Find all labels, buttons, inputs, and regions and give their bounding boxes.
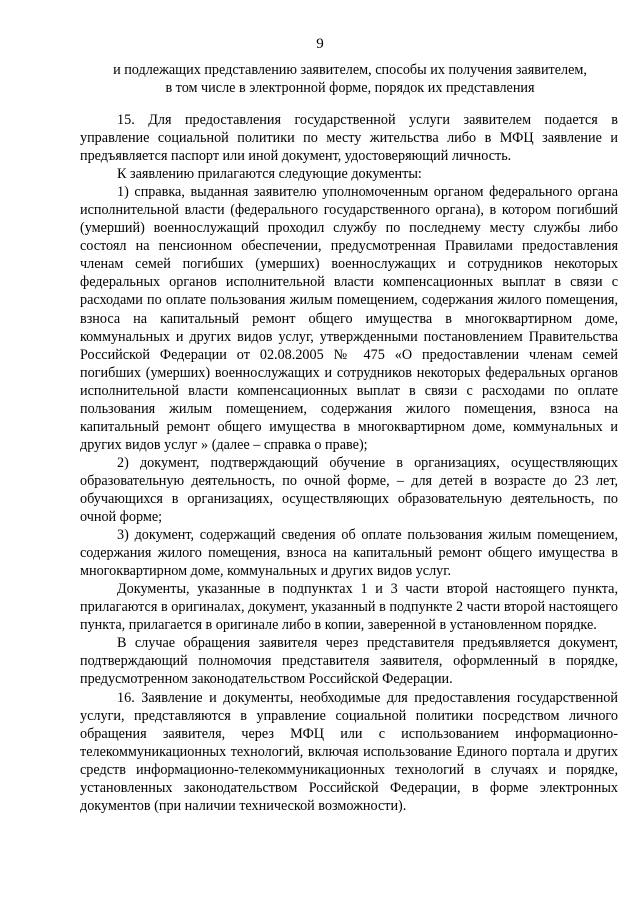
paragraph-subitem-3: 3) документ, содержащий сведения об оплате пользования жилым помещением, содержания жилого помещения, взноса на капитальный ремонт общего имущества в многоквартирном доме, коммунальных и других видов услуг. bbox=[80, 527, 618, 580]
paragraph-subitem-2: 2) документ, подтверждающий обучение в организациях, осуществляющих образовательную деятельность, по очной форме, – для детей в возрасте до 23 лет, обучающихся в организациях, осуществляющих образовательную деятельность, по очной форме; bbox=[80, 454, 618, 526]
paragraph-representative: В случае обращения заявителя через представителя предъявляется документ, подтверждающий полномочия представителя заявителя, оформленный в порядке, предусмотренном законодательством Российской Федерации. bbox=[80, 635, 618, 688]
heading-line: и подлежащих представлению заявителем, способы их получения заявителем, bbox=[113, 62, 587, 78]
paragraph-attachments-intro: К заявлению прилагаются следующие документы: bbox=[117, 166, 422, 183]
page-number: 9 bbox=[316, 36, 324, 52]
paragraph-subitem-1: 1) справка, выданная заявителю уполномоченным органом федерального органа исполнительной власти (федерального государственного органа), в котором погибший (умерший) военнослужащий проходил службу по последнему месту службы либо состоял на пенсионном обеспечении, предусмотренная Правилами предоставления членам семей погибших (умерших) военнослужащих и сотрудников некоторых федеральных органов исполнительной власти компенсационных выплат в связи с расходами по оплате пользования жилым помещением, содержания жилого помещения, взноса на капитальный ремонт общего имущества в многоквартирном доме, коммунальных и других видов услуг, утвержденными постановлением Правительства Российской Федерации от 02.08.2005 № 475 «О предоставлении членам семей погибших (умерших) военнослужащих и сотрудников некоторых федеральных органов исполнительной власти компенсационных выплат в связи с расходами по оплате пользования жилым помещением, содержания жилого помещения, взноса на капитальный ремонт общего имущества в многоквартирном доме, коммунальных и других видов услуг » (далее – справка о праве); bbox=[80, 184, 618, 453]
section-heading bbox=[80, 61, 620, 97]
paragraph-item-16: 16. Заявление и документы, необходимые для предоставления государственной услуги, представляются в управление социальной политики посредством личного обращения заявителя, через МФЦ или с использованием информационно-телекоммуникационных технологий, включая использование Единого портала и других средств информационно-телекоммуникационных технологий в случаях и порядке, установленных законодательством Российской Федерации, в форме электронных документов (при наличии технической возможности). bbox=[80, 689, 618, 814]
document-body bbox=[80, 111, 618, 815]
paragraph-documents-originals: Документы, указанные в подпунктах 1 и 3 части второй настоящего пункта, прилагаются в оригиналах, документ, указанный в подпункте 2 части второй настоящего пункта, прилагается в оригинале либо в копии, заверенной в установленном порядке. bbox=[80, 581, 618, 634]
heading-line: в том числе в электронной форме, порядок их представления bbox=[165, 80, 535, 96]
paragraph-item-15: 15. Для предоставления государственной услуги заявителем подается в управление социальной политики по месту жительства либо в МФЦ заявление и предъявляется паспорт или иной документ, удостоверяющий личность. bbox=[80, 112, 618, 165]
